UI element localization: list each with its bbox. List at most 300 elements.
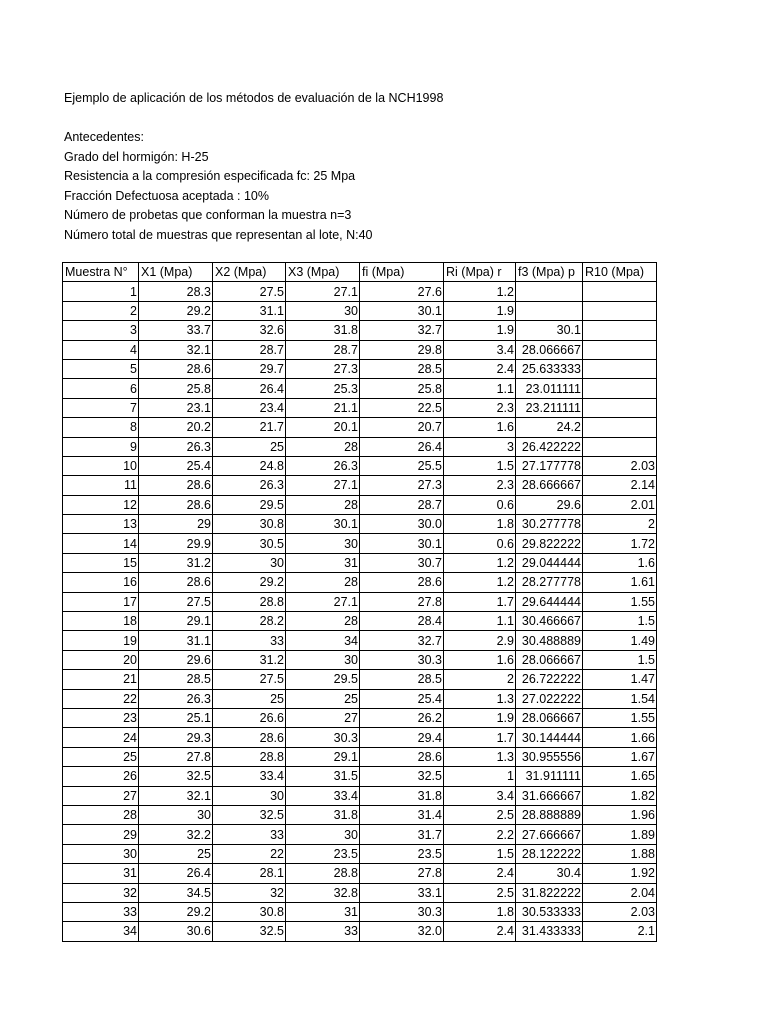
table-row [63, 359, 657, 378]
table-row [63, 282, 657, 301]
table-cell: 28.277778 [516, 573, 583, 592]
table-cell: 1.3 [444, 747, 516, 766]
table-cell: 1.55 [583, 592, 657, 611]
table-cell: 28.066667 [516, 340, 583, 359]
table-row [63, 592, 657, 611]
table-cell: 28 [286, 495, 360, 514]
table-cell: 20.7 [360, 418, 444, 437]
table-cell: 28.7 [213, 340, 286, 359]
table-cell: 28.3 [139, 282, 213, 301]
table-cell [583, 321, 657, 340]
table-cell: 22 [213, 844, 286, 863]
table-cell: 20 [63, 650, 139, 669]
table-cell: 25.4 [360, 689, 444, 708]
table-cell: 28.2 [213, 612, 286, 631]
table-cell: 32.6 [213, 321, 286, 340]
table-cell: 30.1 [360, 301, 444, 320]
table-cell: 27.8 [360, 864, 444, 883]
table-cell: 28 [286, 573, 360, 592]
table-cell: 30 [63, 844, 139, 863]
table-cell: 1.65 [583, 767, 657, 786]
table-cell: 30.1 [360, 534, 444, 553]
table-cell: 31.7 [360, 825, 444, 844]
table-cell: 1.5 [583, 650, 657, 669]
table-cell: 28.6 [213, 728, 286, 747]
table-cell: 1.5 [444, 456, 516, 475]
table-cell: 28.1 [213, 864, 286, 883]
table-cell: 30 [213, 553, 286, 572]
table-cell: 2.5 [444, 805, 516, 824]
table-cell: 30 [286, 534, 360, 553]
table-cell: 32.1 [139, 340, 213, 359]
table-cell: 16 [63, 573, 139, 592]
table-row [63, 708, 657, 727]
table-cell: 29.5 [213, 495, 286, 514]
table-cell: 2 [583, 515, 657, 534]
table-cell: 27.3 [286, 359, 360, 378]
numero-probetas: Número de probetas que conforman la muestra n=3 [64, 208, 352, 222]
table-cell: 27.1 [286, 282, 360, 301]
table-cell: 29.2 [213, 573, 286, 592]
table-cell: 2.2 [444, 825, 516, 844]
table-cell: 1.9 [444, 321, 516, 340]
table-cell: 31 [286, 553, 360, 572]
table-cell: 29 [139, 515, 213, 534]
table-cell: 32.7 [360, 631, 444, 650]
table-cell: 33 [63, 902, 139, 921]
table-cell: 28.066667 [516, 708, 583, 727]
table-cell: 30 [286, 650, 360, 669]
table-cell: 15 [63, 553, 139, 572]
table-cell: 4 [63, 340, 139, 359]
table-cell: 1.7 [444, 728, 516, 747]
table-cell: 2.4 [444, 359, 516, 378]
table-cell: 30 [139, 805, 213, 824]
table-row [63, 805, 657, 824]
table-cell: 31 [286, 902, 360, 921]
table-cell: 28.6 [139, 495, 213, 514]
table-cell: 24 [63, 728, 139, 747]
table-cell: 30.0 [360, 515, 444, 534]
table-cell: 25 [139, 844, 213, 863]
table-cell: 28.4 [360, 612, 444, 631]
table-cell: 1.61 [583, 573, 657, 592]
table-cell: 23.1 [139, 398, 213, 417]
table-cell: 27.666667 [516, 825, 583, 844]
table-cell: 27.5 [213, 282, 286, 301]
table-cell: 28 [286, 612, 360, 631]
table-cell: 26.3 [213, 476, 286, 495]
table-cell [583, 282, 657, 301]
table-cell: 28.6 [139, 573, 213, 592]
table-cell: 1.49 [583, 631, 657, 650]
table-cell [583, 340, 657, 359]
table-cell: 1.89 [583, 825, 657, 844]
table-cell: 1 [444, 767, 516, 786]
table-cell: 1 [63, 282, 139, 301]
table-cell: 1.9 [444, 301, 516, 320]
table-cell: 27.177778 [516, 456, 583, 475]
table-cell: 20.2 [139, 418, 213, 437]
table-cell: 28.8 [213, 747, 286, 766]
table-cell: 32.5 [139, 767, 213, 786]
table-cell: 32.5 [213, 805, 286, 824]
table-cell: 28.7 [286, 340, 360, 359]
table-cell: 31.822222 [516, 883, 583, 902]
table-cell: 1.5 [444, 844, 516, 863]
column-header: X1 (Mpa) [139, 263, 213, 282]
table-row [63, 747, 657, 766]
table-cell: 13 [63, 515, 139, 534]
table-row [63, 418, 657, 437]
table-cell: 29.044444 [516, 553, 583, 572]
table-cell: 27.8 [139, 747, 213, 766]
table-cell: 23 [63, 708, 139, 727]
table-cell: 26.3 [139, 437, 213, 456]
table-cell: 22.5 [360, 398, 444, 417]
table-cell: 23.211111 [516, 398, 583, 417]
table-cell: 28.122222 [516, 844, 583, 863]
document-title: Ejemplo de aplicación de los métodos de evaluación de la NCH1998 [64, 91, 444, 105]
table-cell: 29.6 [516, 495, 583, 514]
table-cell: 26.2 [360, 708, 444, 727]
column-header: f3 (Mpa) p [516, 263, 583, 282]
numero-muestras: Número total de muestras que representan al lote, N:40 [64, 227, 373, 242]
table-cell [583, 398, 657, 417]
table-body [63, 282, 657, 941]
table-cell: 32 [213, 883, 286, 902]
table-cell: 29.8 [360, 340, 444, 359]
table-cell: 2.04 [583, 883, 657, 902]
table-cell: 26.422222 [516, 437, 583, 456]
table-cell: 6 [63, 379, 139, 398]
table-cell: 7 [63, 398, 139, 417]
table-cell: 28.6 [360, 747, 444, 766]
table-cell: 27.1 [286, 592, 360, 611]
table-cell: 2.3 [444, 476, 516, 495]
table-cell [583, 418, 657, 437]
table-cell: 1.6 [444, 650, 516, 669]
table-cell: 25.3 [286, 379, 360, 398]
table-cell: 26.4 [213, 379, 286, 398]
column-header: Ri (Mpa) r [444, 263, 516, 282]
table-cell: 29.1 [286, 747, 360, 766]
table-cell: 29.7 [213, 359, 286, 378]
table-cell: 28 [286, 437, 360, 456]
table-cell: 2 [444, 670, 516, 689]
table-cell: 1.8 [444, 902, 516, 921]
table-cell: 27.022222 [516, 689, 583, 708]
table-cell: 28.666667 [516, 476, 583, 495]
table-cell: 1.96 [583, 805, 657, 824]
table-cell: 31.8 [286, 321, 360, 340]
table-cell: 2.3 [444, 398, 516, 417]
table-row [63, 534, 657, 553]
table-cell: 25.5 [360, 456, 444, 475]
antecedentes-heading: Antecedentes: [64, 130, 144, 144]
table-cell: 12 [63, 495, 139, 514]
table-cell: 1.67 [583, 747, 657, 766]
table-row [63, 379, 657, 398]
table-cell: 1.6 [444, 418, 516, 437]
table-row [63, 437, 657, 456]
table-cell: 31.1 [213, 301, 286, 320]
table-cell: 32.1 [139, 786, 213, 805]
table-cell: 1.7 [444, 592, 516, 611]
table-cell: 31.5 [286, 767, 360, 786]
table-cell: 21.7 [213, 418, 286, 437]
table-row [63, 631, 657, 650]
table-cell: 32.5 [360, 767, 444, 786]
table-row [63, 456, 657, 475]
table-cell: 1.55 [583, 708, 657, 727]
table-cell: 29.822222 [516, 534, 583, 553]
table-cell: 30.7 [360, 553, 444, 572]
table-cell: 0.6 [444, 495, 516, 514]
table-cell: 30.4 [516, 864, 583, 883]
table-cell: 26.4 [139, 864, 213, 883]
table-cell: 28.888889 [516, 805, 583, 824]
table-cell: 26.3 [139, 689, 213, 708]
table-row [63, 689, 657, 708]
table-cell: 9 [63, 437, 139, 456]
table-cell: 5 [63, 359, 139, 378]
table-cell: 25.1 [139, 708, 213, 727]
table-cell: 25 [213, 437, 286, 456]
table-cell: 28.8 [286, 864, 360, 883]
table-cell: 31.8 [360, 786, 444, 805]
table-cell: 34.5 [139, 883, 213, 902]
table-cell: 25 [63, 747, 139, 766]
table-cell [583, 301, 657, 320]
table-cell: 14 [63, 534, 139, 553]
table-cell: 30.144444 [516, 728, 583, 747]
table-cell: 2.4 [444, 922, 516, 941]
table-cell: 1.2 [444, 573, 516, 592]
table-cell: 31.433333 [516, 922, 583, 941]
table-cell: 33 [213, 825, 286, 844]
table-cell: 32 [63, 883, 139, 902]
table-cell: 30.3 [286, 728, 360, 747]
table-cell: 22 [63, 689, 139, 708]
table-cell: 21 [63, 670, 139, 689]
table-cell: 30.6 [139, 922, 213, 941]
table-cell: 23.5 [360, 844, 444, 863]
resistencia-especificada: Resistencia a la compresión especificada fc: 25 Mpa [64, 169, 356, 183]
table-row [63, 902, 657, 921]
table-cell: 27.3 [360, 476, 444, 495]
table-cell: 10 [63, 456, 139, 475]
table-cell: 1.1 [444, 379, 516, 398]
table-cell: 2.9 [444, 631, 516, 650]
table-cell: 25 [286, 689, 360, 708]
table-cell: 31.8 [286, 805, 360, 824]
table-cell: 2 [63, 301, 139, 320]
table-cell [516, 282, 583, 301]
table-cell: 1.92 [583, 864, 657, 883]
table-cell: 28.5 [139, 670, 213, 689]
intro-block [64, 89, 443, 245]
table-cell: 3 [63, 321, 139, 340]
table-cell: 1.88 [583, 844, 657, 863]
spacer [64, 109, 443, 129]
table-row [63, 728, 657, 747]
table-cell: 1.1 [444, 612, 516, 631]
table-cell: 25.8 [139, 379, 213, 398]
table-cell: 33.4 [286, 786, 360, 805]
table-cell: 29.6 [139, 650, 213, 669]
table-cell: 21.1 [286, 398, 360, 417]
table-cell: 29.2 [139, 301, 213, 320]
table-cell [583, 437, 657, 456]
table-cell: 27.8 [360, 592, 444, 611]
table-cell: 28.6 [139, 359, 213, 378]
table-cell: 33.1 [360, 883, 444, 902]
table-cell: 30.488889 [516, 631, 583, 650]
table-cell: 29 [63, 825, 139, 844]
table-cell: 25.4 [139, 456, 213, 475]
table-cell: 29.1 [139, 612, 213, 631]
table-cell: 29.5 [286, 670, 360, 689]
table-cell: 1.66 [583, 728, 657, 747]
table-cell: 25.8 [360, 379, 444, 398]
table-cell: 3.4 [444, 786, 516, 805]
table-cell: 26.722222 [516, 670, 583, 689]
table-cell: 32.5 [213, 922, 286, 941]
table-cell: 32.8 [286, 883, 360, 902]
table-cell: 30.955556 [516, 747, 583, 766]
table-cell: 27.6 [360, 282, 444, 301]
table-row [63, 301, 657, 320]
table-row [63, 340, 657, 359]
table-cell: 31.911111 [516, 767, 583, 786]
table-cell: 31 [63, 864, 139, 883]
table-cell: 30.1 [516, 321, 583, 340]
table-cell: 1.6 [583, 553, 657, 572]
table-cell: 32.2 [139, 825, 213, 844]
table-cell: 2.03 [583, 456, 657, 475]
table-cell: 34 [286, 631, 360, 650]
grado-hormigon: Grado del hormigón: H-25 [64, 149, 209, 164]
table-cell: 30.5 [213, 534, 286, 553]
table-row [63, 553, 657, 572]
table-cell: 3 [444, 437, 516, 456]
table-cell: 31.1 [139, 631, 213, 650]
table-row [63, 767, 657, 786]
table-cell: 28.5 [360, 359, 444, 378]
header-row [63, 263, 657, 282]
table-cell: 30.533333 [516, 902, 583, 921]
table-row [63, 495, 657, 514]
table-cell: 2.14 [583, 476, 657, 495]
table-cell: 18 [63, 612, 139, 631]
table-cell: 30.3 [360, 902, 444, 921]
table-cell: 30 [213, 786, 286, 805]
table-cell: 27 [63, 786, 139, 805]
table-cell: 30.277778 [516, 515, 583, 534]
table-row [63, 825, 657, 844]
table-cell: 1.82 [583, 786, 657, 805]
table-cell: 27 [286, 708, 360, 727]
table-cell: 1.47 [583, 670, 657, 689]
results-table [62, 262, 657, 942]
table-cell: 28.6 [360, 573, 444, 592]
table-cell: 2.4 [444, 864, 516, 883]
table-row [63, 573, 657, 592]
table-cell: 27.1 [286, 476, 360, 495]
table-cell: 1.54 [583, 689, 657, 708]
table-cell: 1.72 [583, 534, 657, 553]
table-cell [516, 301, 583, 320]
table-row [63, 670, 657, 689]
table-cell: 30 [286, 301, 360, 320]
table-cell: 2.01 [583, 495, 657, 514]
table-row [63, 650, 657, 669]
column-header: fi (Mpa) [360, 263, 444, 282]
table-cell: 33 [286, 922, 360, 941]
table-cell: 26.6 [213, 708, 286, 727]
table-cell: 26 [63, 767, 139, 786]
table-row [63, 786, 657, 805]
table-row [63, 398, 657, 417]
table-cell: 29.3 [139, 728, 213, 747]
column-header: Muestra N° [63, 263, 139, 282]
table-cell: 30.8 [213, 515, 286, 534]
table-row [63, 476, 657, 495]
table-row [63, 922, 657, 941]
table-row [63, 883, 657, 902]
table-cell: 29.4 [360, 728, 444, 747]
table-cell: 25 [213, 689, 286, 708]
table-cell: 19 [63, 631, 139, 650]
table-cell: 30.3 [360, 650, 444, 669]
fraccion-defectuosa: Fracción Defectuosa aceptada : 10% [64, 188, 269, 203]
table-cell: 25.633333 [516, 359, 583, 378]
table-cell [583, 379, 657, 398]
table-cell: 24.8 [213, 456, 286, 475]
table-cell: 1.2 [444, 553, 516, 572]
table-cell: 33.4 [213, 767, 286, 786]
table-row [63, 612, 657, 631]
table-cell: 33.7 [139, 321, 213, 340]
table-cell: 30.1 [286, 515, 360, 534]
table-cell [583, 359, 657, 378]
table-cell: 28.7 [360, 495, 444, 514]
table-cell: 29.2 [139, 902, 213, 921]
table-cell: 2.5 [444, 883, 516, 902]
table-row [63, 321, 657, 340]
table-cell: 28.066667 [516, 650, 583, 669]
table-cell: 32.0 [360, 922, 444, 941]
table-row [63, 864, 657, 883]
table-cell: 28.5 [360, 670, 444, 689]
table-cell: 31.4 [360, 805, 444, 824]
table-cell: 0.6 [444, 534, 516, 553]
table-cell: 1.8 [444, 515, 516, 534]
table-row [63, 844, 657, 863]
table-cell: 27.5 [213, 670, 286, 689]
table-cell: 1.5 [583, 612, 657, 631]
table-cell: 34 [63, 922, 139, 941]
table-cell: 29.644444 [516, 592, 583, 611]
table-cell: 17 [63, 592, 139, 611]
table-cell: 33 [213, 631, 286, 650]
table-cell: 20.1 [286, 418, 360, 437]
table-cell: 26.3 [286, 456, 360, 475]
table-cell: 30.466667 [516, 612, 583, 631]
table-cell: 31.666667 [516, 786, 583, 805]
column-header: R10 (Mpa) [583, 263, 657, 282]
